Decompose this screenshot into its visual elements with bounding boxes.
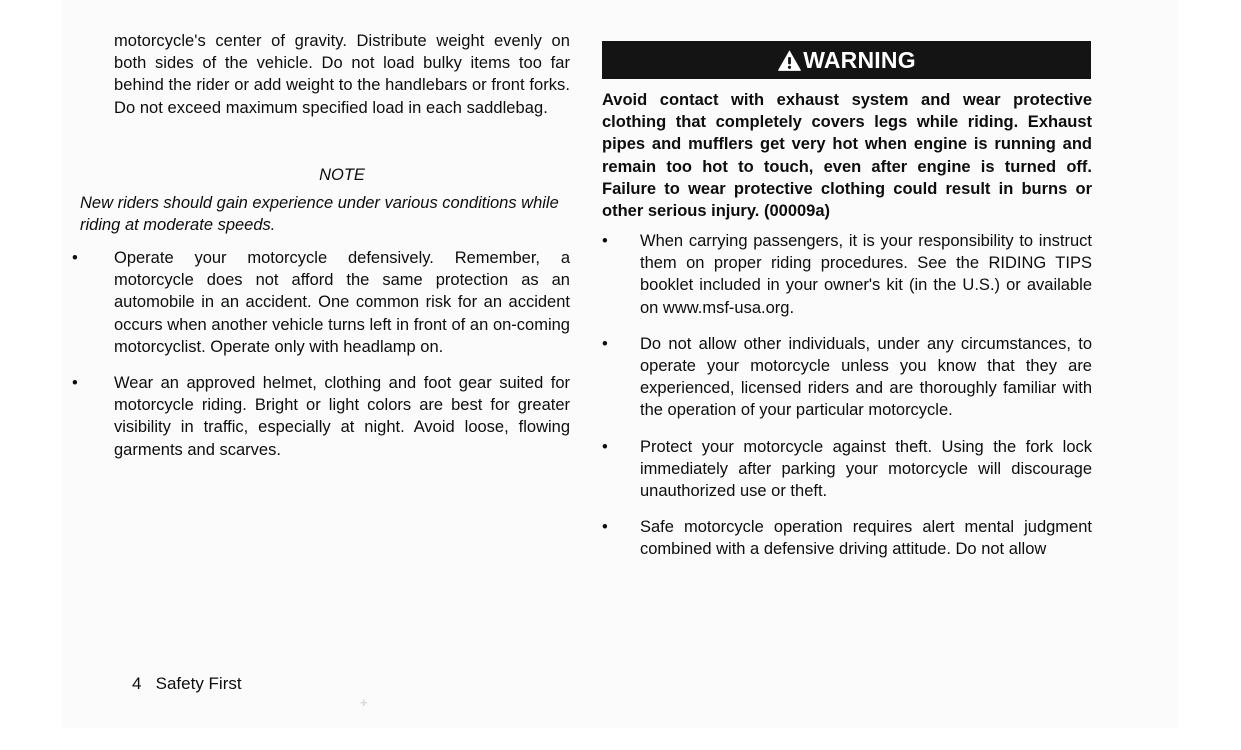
warning-banner-content bbox=[777, 48, 916, 72]
list-item bbox=[62, 247, 582, 358]
scan-artifact-speck: ✛ bbox=[360, 698, 368, 708]
list-item-text: Do not allow other individuals, under any circumstances, to operate your motorcycle unless you know that they are experienced, licensed riders and are thoroughly familiar with the operation of your particular motorcycle. bbox=[640, 334, 1092, 420]
bullet-marker-icon: • bbox=[602, 437, 608, 456]
warning-banner bbox=[602, 41, 1091, 79]
bullet-marker-icon: • bbox=[602, 232, 608, 250]
bullet-marker-icon: • bbox=[602, 334, 608, 353]
page-footer: 4 Safety First bbox=[132, 674, 242, 693]
list-item bbox=[595, 516, 1115, 560]
continued-body-paragraph: motorcycle's center of gravity. Distribute weight evenly on both sides of the vehicle. Do not load bulky items too far behind the rider or add weight to the handlebars or front forks. Do not exceed maximum specified load in each saddlebag. bbox=[114, 32, 570, 117]
warning-body-text: Avoid contact with exhaust system and wear protective clothing that completely covers legs while riding. Exhaust pipes and mufflers get very hot when engine is running and remain too hot to touch, even after engine is turned off. Failure to wear protective clothing could result in burns or other serious injury. (00009a) bbox=[602, 91, 1092, 221]
list-item-text: When carrying passengers, it is your responsibility to instruct them on proper riding procedures. See the RIDING TIPS booklet included in your owner's kit (in the U.S.) or available on www.msf-usa.org. bbox=[640, 232, 1092, 317]
bullet-marker-icon: • bbox=[72, 249, 78, 267]
list-item bbox=[62, 372, 582, 461]
warning-banner-label: WARNING bbox=[803, 46, 916, 73]
list-item bbox=[595, 333, 1115, 422]
note-body-text: New riders should gain experience under various conditions while riding at moderate speeds. bbox=[80, 194, 559, 235]
scanned-page-sheet bbox=[62, 0, 1178, 728]
list-item bbox=[595, 230, 1115, 319]
list-item-text: Safe motorcycle operation requires alert mental judgment combined with a defensive driving attitude. Do not allow bbox=[640, 518, 1092, 559]
note-heading: NOTE bbox=[319, 166, 365, 184]
list-item-text: Protect your motorcycle against theft. Using the fork lock immediately after parking your motorcycle will discourage unauthorized use or theft. bbox=[640, 437, 1092, 501]
bullet-marker-icon: • bbox=[602, 518, 608, 537]
bullet-marker-icon: • bbox=[72, 374, 78, 393]
list-item-text: Operate your motorcycle defensively. Remember, a motorcycle does not afford the same protection as an automobile in an accident. One common risk for an accident occurs when another vehicle turns left in front of an on-coming motorcyclist. Operate only with headlamp on. bbox=[114, 249, 570, 356]
warning-triangle-icon bbox=[777, 49, 802, 72]
left-bullet-list bbox=[62, 247, 582, 461]
list-item bbox=[595, 436, 1115, 503]
right-bullet-list bbox=[595, 230, 1115, 561]
list-item-text: Wear an approved helmet, clothing and foot gear suited for motorcycle riding. Bright or light colors are best for greater visibility in traffic, especially at night. Avoid loose, flowing garments and scarves. bbox=[114, 374, 570, 459]
